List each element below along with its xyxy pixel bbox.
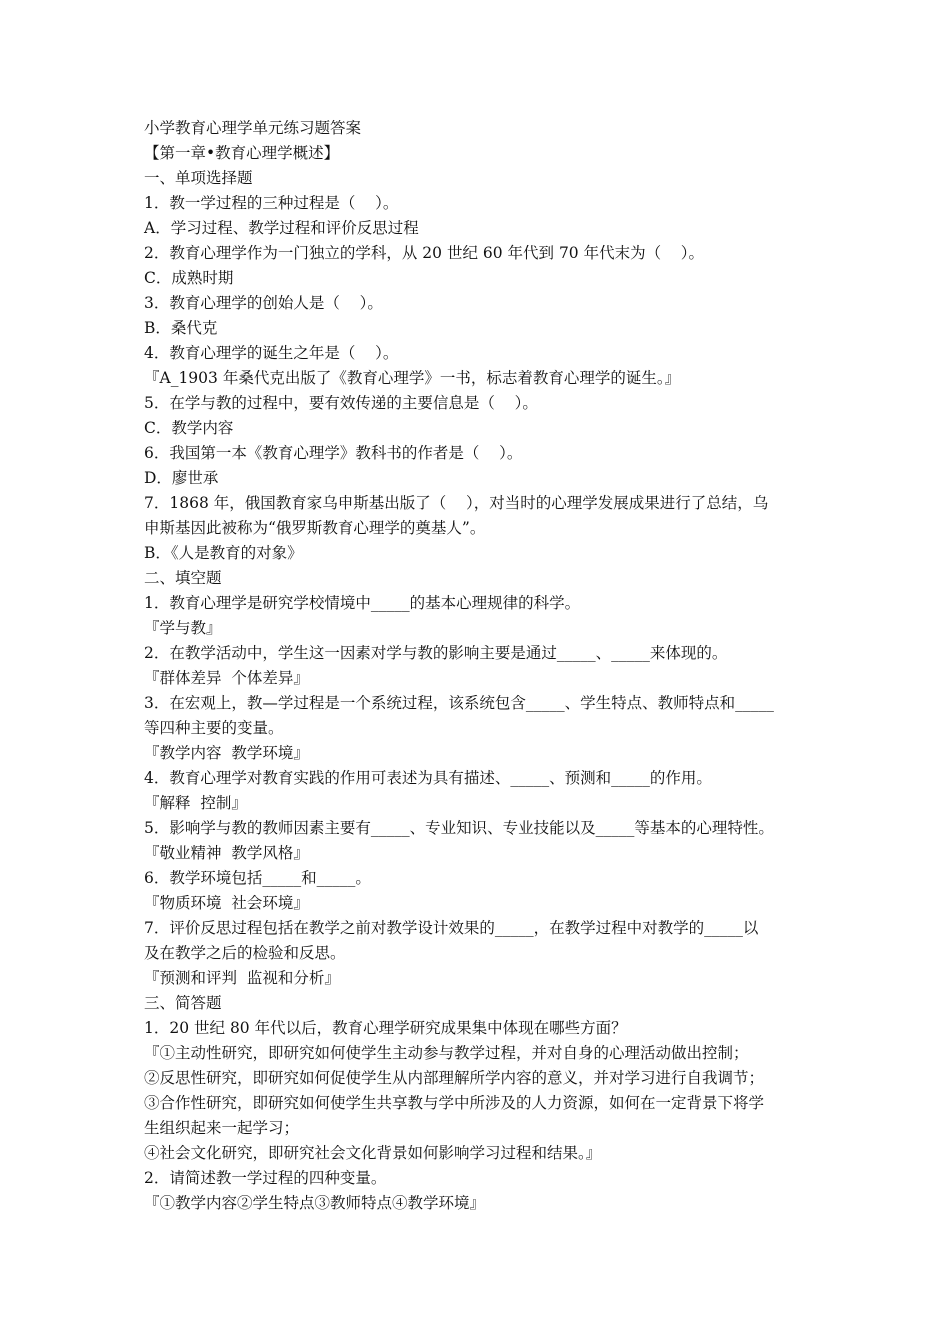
text-line: 『学与教』 [144,619,222,637]
text-lines [144,166,808,1216]
text-line: 『①主动性研究，即研究如何使学生主动参与教学过程，并对自身的心理活动做出控制； [144,1044,749,1062]
text-line: 『A_1903 年桑代克出版了《教育心理学》一书，标志着教育心理学的诞生。』 [144,369,681,387]
text-line: C．成熟时期 [144,269,234,287]
text-line: C．教学内容 [144,419,234,437]
text-line: 2．教育心理学作为一门独立的学科，从 20 世纪 60 年代到 70 年代末为（ ）。 [144,244,705,262]
text-line: B．《人是教育的对象》 [144,544,303,562]
text-line: 『解释 控制』 [144,794,247,812]
text-line: 4．教育心理学对教育实践的作用可表述为具有描述、_____、预测和_____的作用。 [144,769,712,787]
text-line: ④社会文化研究，即研究社会文化背景如何影响学习过程和结果。』 [144,1144,602,1162]
text-line: 3．教育心理学的创始人是（ ）。 [144,294,383,312]
text-line: 6．教学环境包括_____和_____。 [144,869,371,887]
chapter-heading: 【第一章•教育心理学概述】 [144,144,340,162]
text-line: 生组织起来一起学习； [144,1119,300,1137]
text-line: 『物质环境 社会环境』 [144,894,309,912]
text-line: 4．教育心理学的诞生之年是（ ）。 [144,344,399,362]
document-title: 小学教育心理学单元练习题答案 [144,119,362,137]
text-line: B．桑代克 [144,319,218,337]
text-line: 『敬业精神 教学风格』 [144,844,309,862]
text-line: ③合作性研究，即研究如何使学生共享教与学中所涉及的人力资源，如何在一定背景下将学 [144,1094,765,1112]
text-line: 一、单项选择题 [144,169,253,187]
text-line: 1．20 世纪 80 年代以后，教育心理学研究成果集中体现在哪些方面？ [144,1019,627,1037]
text-line: 『预测和评判 监视和分析』 [144,969,340,987]
text-line: 7．1868 年，俄国教育家乌申斯基出版了（ ），对当时的心理学发展成果进行了总结，乌 [144,494,769,512]
text-line: 5．影响学与教的教师因素主要有_____、专业知识、专业技能以及_____等基本的心理特性。 [144,819,774,837]
text-line: 及在教学之后的检验和反思。 [144,944,346,962]
text-line: 三、简答题 [144,994,222,1012]
text-line: 7．评价反思过程包括在教学之前对教学设计效果的_____，在教学过程中对教学的_____以 [144,919,759,937]
text-line: 『①教学内容②学生特点③教师特点④教学环境』 [144,1194,486,1212]
text-line: 1．教育心理学是研究学校情境中_____的基本心理规律的科学。 [144,594,581,612]
text-line: 1．教一学过程的三种过程是（ ）。 [144,194,399,212]
text-line: 等四种主要的变量。 [144,719,284,737]
text-line: 申斯基因此被称为“俄罗斯教育心理学的奠基人”。 [144,519,486,537]
text-line: 2．请简述教一学过程的四种变量。 [144,1169,387,1187]
text-line: D．廖世承 [144,469,219,487]
text-line: 『群体差异 个体差异』 [144,669,309,687]
text-line: 3．在宏观上，教—学过程是一个系统过程，该系统包含_____、学生特点、教师特点和_____ [144,694,774,712]
text-line: 『教学内容 教学环境』 [144,744,309,762]
text-line: 2．在教学活动中，学生这一因素对学与教的影响主要是通过_____、_____来体现的。 [144,644,728,662]
document-body [144,116,808,1216]
text-line: 5．在学与教的过程中，要有效传递的主要信息是（ ）。 [144,394,538,412]
text-line: 二、填空题 [144,569,222,587]
text-line: A．学习过程、教学过程和评价反思过程 [144,219,419,237]
text-line: 6．我国第一本《教育心理学》教科书的作者是（ ）。 [144,444,523,462]
text-line: ②反思性研究，即研究如何促使学生从内部理解所学内容的意义，并对学习进行自我调节； [144,1069,765,1087]
